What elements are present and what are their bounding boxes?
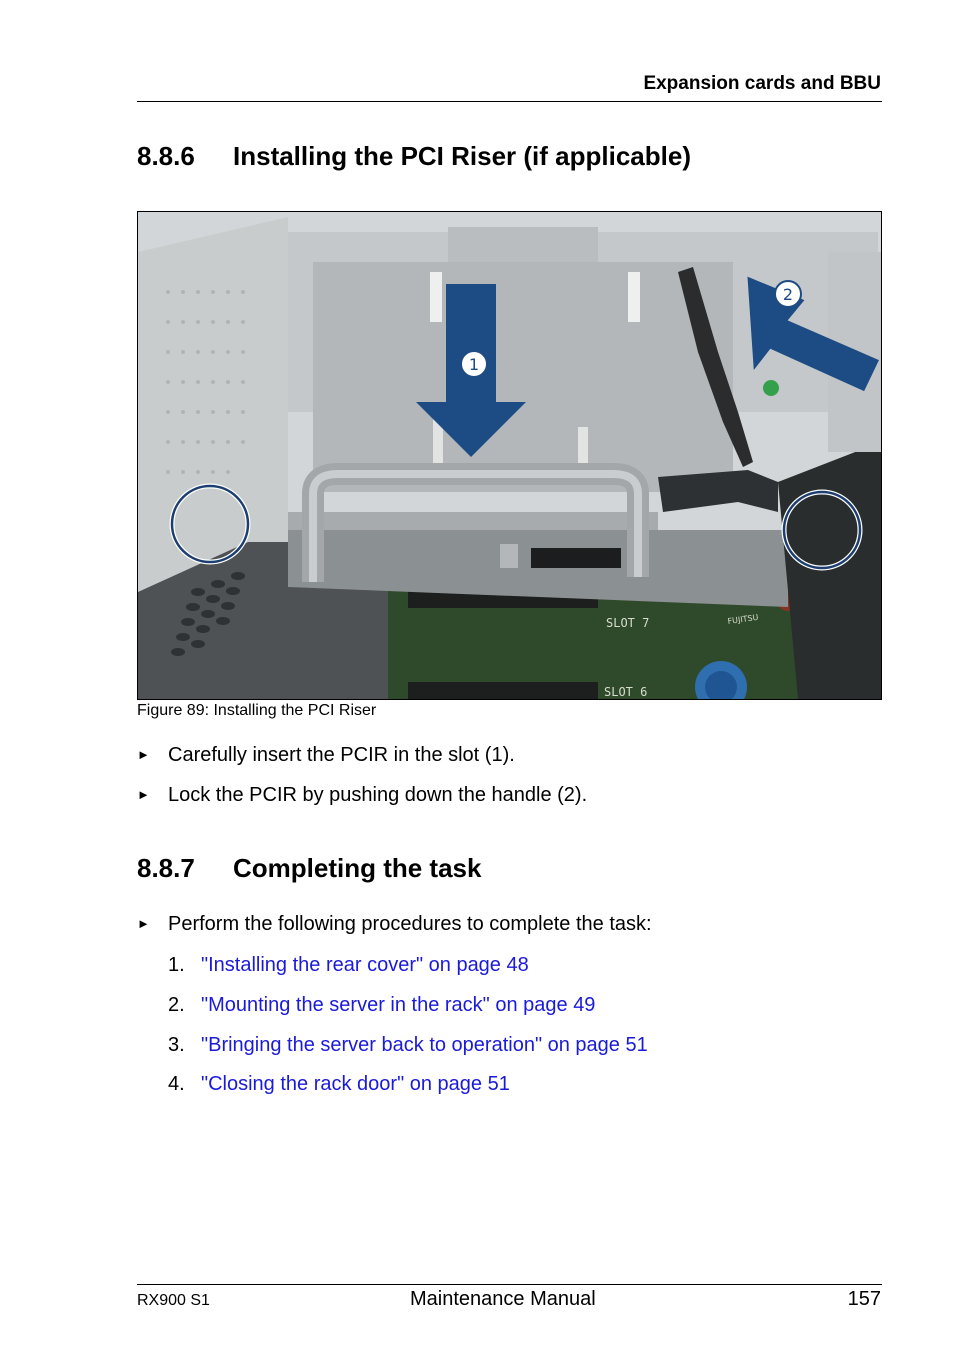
page-number: 157: [847, 1288, 881, 1310]
bullet-triangle-icon: ►: [137, 747, 150, 762]
instruction-text: Carefully insert the PCIR in the slot (1).: [168, 744, 515, 766]
section-number: 8.8.7: [137, 853, 195, 883]
bullet-triangle-icon: ►: [137, 787, 150, 802]
section-number: 8.8.6: [137, 141, 195, 171]
procedure-number: 2.: [168, 994, 185, 1016]
procedure-item: [168, 994, 595, 1017]
section-heading-8-8-6: [137, 141, 691, 172]
running-header: Expansion cards and BBU: [643, 73, 881, 94]
instruction-step: [137, 913, 652, 936]
instruction-text: Perform the following procedures to complete the task:: [168, 913, 652, 935]
procedure-number: 3.: [168, 1034, 185, 1056]
procedure-number: 1.: [168, 954, 185, 976]
slot-6-label: SLOT 6: [604, 685, 648, 699]
bullet-triangle-icon: ►: [137, 916, 150, 931]
footer-model: RX900 S1: [137, 1292, 210, 1309]
instruction-step: [137, 744, 515, 767]
fujitsu-label: FUJITSU: [727, 612, 759, 626]
section-title: Completing the task: [233, 853, 482, 883]
procedure-item: [168, 1073, 510, 1096]
footer-manual-title: Maintenance Manual: [410, 1288, 596, 1310]
callout-2-label: 2: [782, 285, 794, 304]
pci-riser-illustration: [138, 212, 881, 699]
procedure-link[interactable]: "Mounting the server in the rack" on page 49: [201, 994, 596, 1016]
procedure-item: [168, 954, 529, 977]
procedure-link[interactable]: "Bringing the server back to operation" on page 51: [201, 1034, 648, 1056]
instruction-step: [137, 784, 587, 807]
slot-7-label: SLOT 7: [606, 616, 650, 630]
section-heading-8-8-7: [137, 853, 481, 884]
procedure-item: [168, 1034, 648, 1057]
callout-1-label: 1: [468, 355, 480, 374]
procedure-number: 4.: [168, 1073, 185, 1095]
header-divider: [137, 101, 882, 102]
footer-divider: [137, 1284, 882, 1285]
instruction-text: Lock the PCIR by pushing down the handle (2).: [168, 784, 588, 806]
section-title: Installing the PCI Riser (if applicable): [233, 141, 691, 171]
figure-caption: Figure 89: Installing the PCI Riser: [137, 702, 377, 719]
figure-photo: [137, 211, 882, 700]
procedure-link[interactable]: "Installing the rear cover" on page 48: [201, 954, 529, 976]
procedure-link[interactable]: "Closing the rack door" on page 51: [201, 1073, 510, 1095]
